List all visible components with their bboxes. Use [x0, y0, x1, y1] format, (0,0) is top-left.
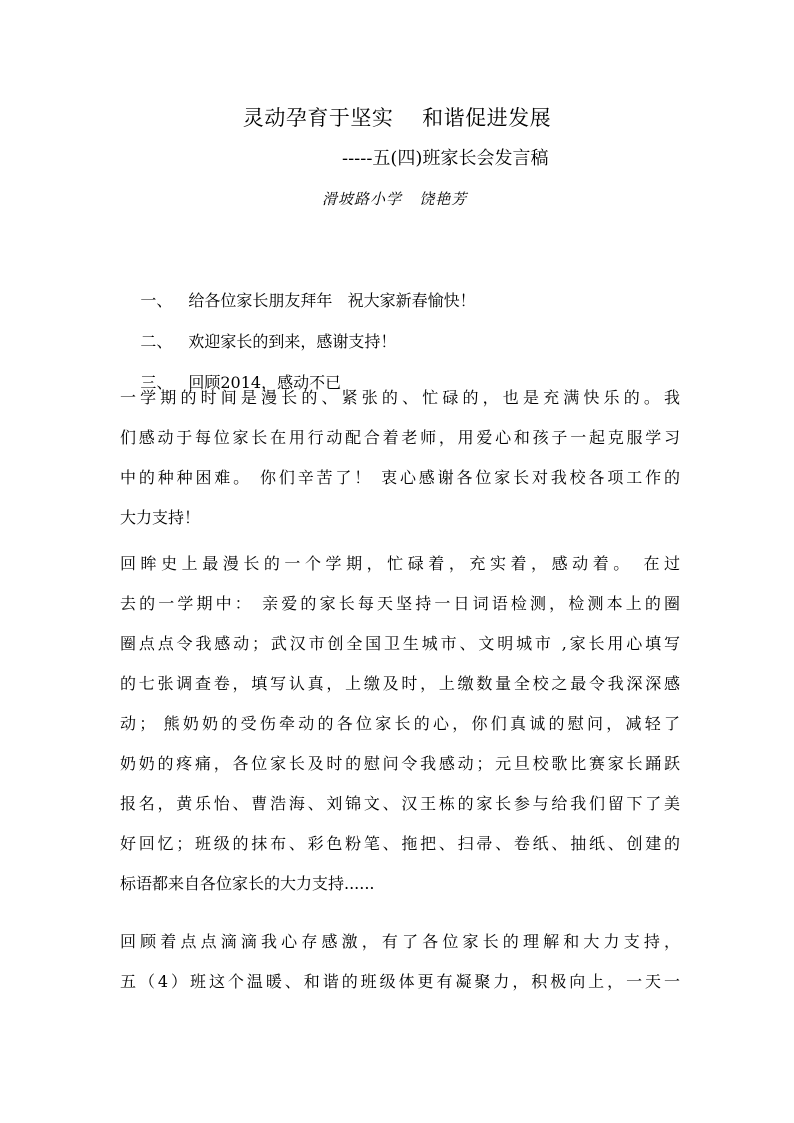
document-title: 灵动孕育于坚实 和谐促进发展 — [242, 106, 552, 130]
list-number: 二、 — [140, 332, 173, 351]
paragraph-line: 去的一学期中： 亲爱的家长每天坚持一日词语检测，检测本上的圈 — [120, 594, 680, 613]
author-line: 滑坡路小学 饶艳芳 — [322, 190, 468, 208]
paragraph-line: 奶奶的疼痛，各位家长及时的慰问令我感动；元旦校歌比赛家长踊跃 — [120, 754, 680, 773]
document-subtitle: -----五(四)班家长会发言稿 — [342, 148, 549, 169]
paragraph-line: 们感动于每位家长在用行动配合着老师，用爱心和孩子一起克服学习 — [120, 428, 680, 447]
paragraph-line: 回眸史上最漫长的一个学期，忙碌着，充实着，感动着。 在过 — [120, 554, 680, 573]
list-number: 一、 — [140, 291, 173, 310]
paragraph-line: 圈点点令我感动；武汉市创全国卫生城市、文明城市 ,家长用心填写 — [120, 634, 680, 653]
paragraph-3 — [120, 922, 680, 1002]
list-text: 给各位家长朋友拜年 祝大家新春愉快！ — [188, 291, 476, 310]
paragraph-line: 动； 熊奶奶的受伤牵动的各位家长的心，你们真诚的慰问，减轻了 — [120, 714, 680, 733]
paragraph-line: 报名，黄乐怡、曹浩海、刘锦文、汉王栋的家长参与给我们留下了美 — [120, 794, 680, 813]
paragraph-line: 标语都来自各位家长的大力支持...... — [120, 874, 375, 893]
paragraph-line: 大力支持！ — [120, 508, 201, 527]
list-text: 欢迎家长的到来，感谢支持！ — [188, 332, 397, 351]
list-text: 回顾2014，感动不已 — [188, 373, 342, 392]
paragraph-line: 回顾着点点滴滴我心存感激，有了各位家长的理解和大力支持， — [120, 932, 680, 951]
paragraph-line: 一学期的时间是漫长的、紧张的、忙碌的，也是充满快乐的。我 — [120, 388, 680, 407]
paragraph-line: 中的种种困难。 你们辛苦了！ 衷心感谢各位家长对我校各项工作的 — [120, 468, 680, 487]
list-number: 三、 — [140, 373, 173, 392]
paragraph-line: 好回忆；班级的抹布、彩色粉笔、拖把、扫帚、卷纸、抽纸、创建的 — [120, 834, 680, 853]
paragraph-2 — [120, 544, 680, 904]
paragraph-1 — [120, 378, 680, 538]
paragraph-line: 的七张调查卷，填写认真，上缴及时，上缴数量全校之最令我深深感 — [120, 674, 680, 693]
paragraph-line: 五（4）班这个温暖、和谐的班级体更有凝聚力，积极向上，一天一 — [120, 972, 680, 991]
